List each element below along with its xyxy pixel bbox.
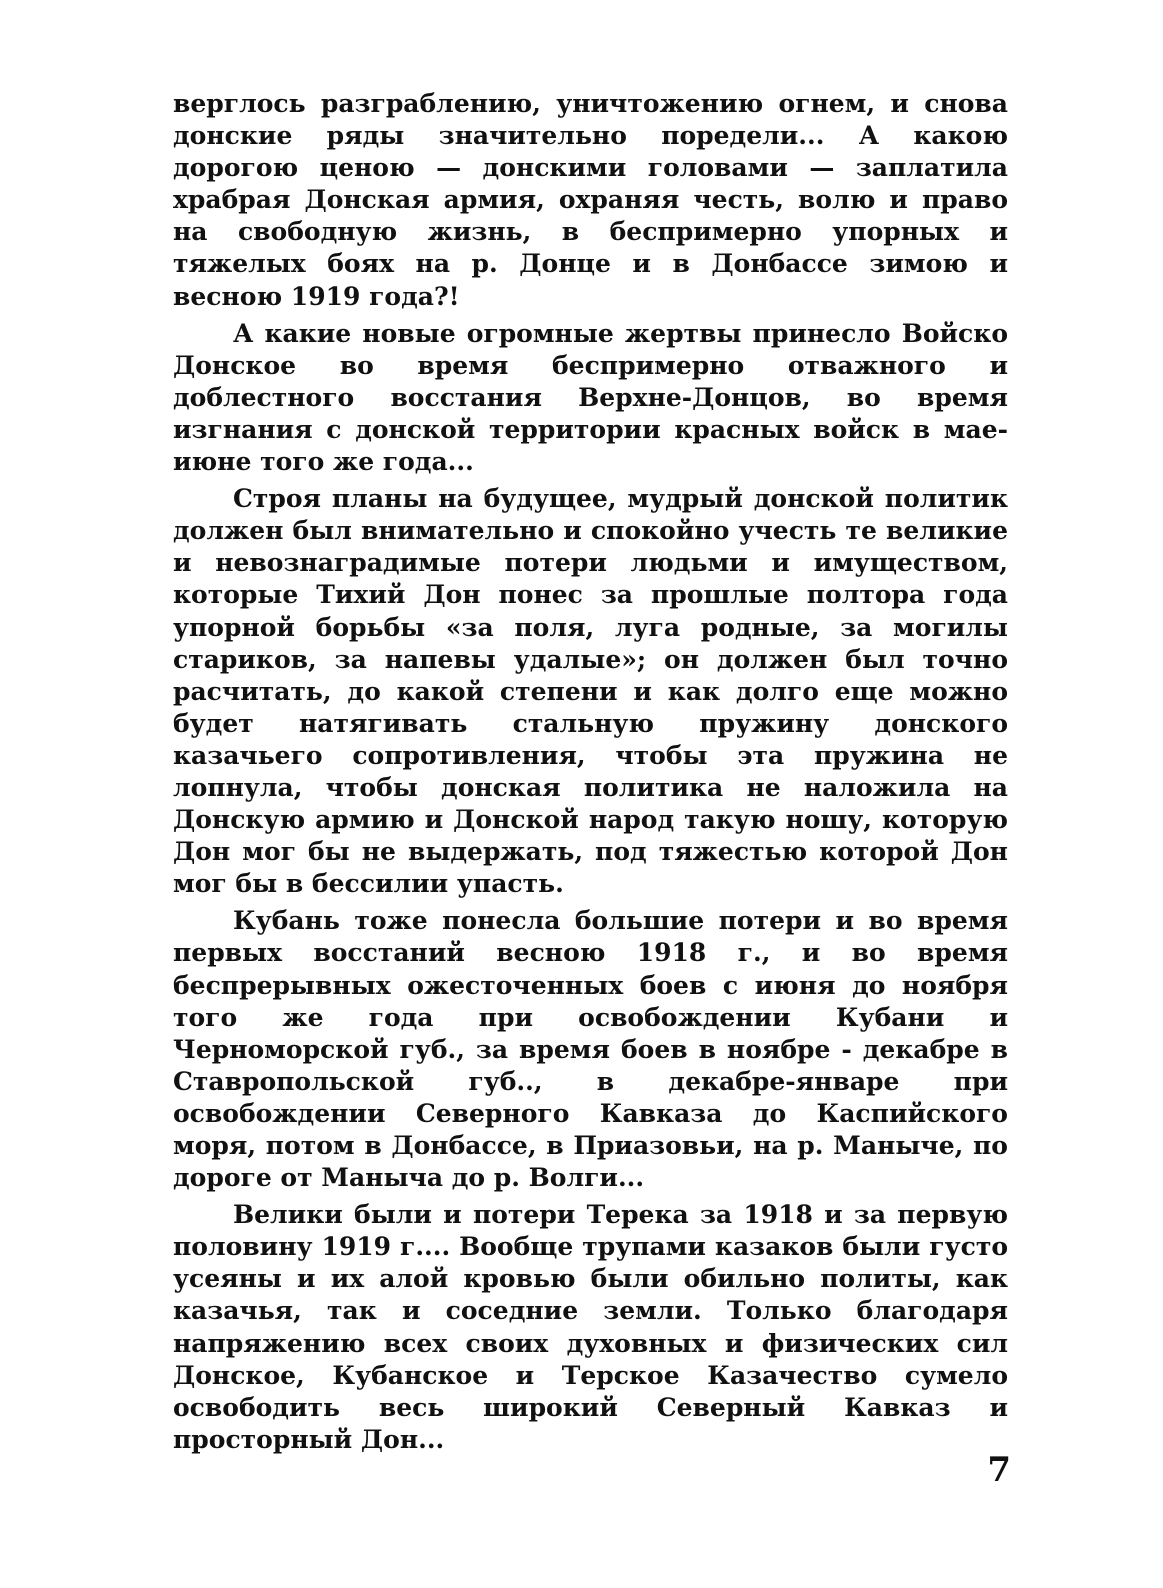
paragraph: Велики были и потери Терека за 1918 и за первую половину 1919 г.... Вообще трупами казаков были густо усеяны и их алой кровью были обильно политы, как казачья, так и соседние земли. Только благодаря напряжению всех своих духовных и физических сил Донское, Кубанское и Терское Казачество сумело освободить весь широкий Северный Кавказ и просторный Дон... — [173, 1200, 1008, 1454]
page-number: 7 — [987, 1450, 1011, 1490]
paragraph: Кубань тоже понесла большие потери и во время первых восстаний весною 1918 г., и во время беспрерывных ожесточенных боев с июня до ноября того же года при освобождении Кубани и Черноморской губ., за время боев в ноябре - декабре в Ставропольской губ.., в декабре-январе при освобождении Северного Кавказа до Каспийского моря, потом в Донбассе, в Приазовьи, на р. Маныче, по дороге от Маныча до р. Волги... — [173, 906, 1008, 1193]
paragraph: Строя планы на будущее, мудрый донской политик должен был внимательно и спокойно учесть те великие и невознаградимые потери людьми и имуществом, которые Тихий Дон понес за прошлые полтора года упорной борьбы «за поля, луга родные, за могилы стариков, за напевы удалые»; он должен был точно расчитать, до какой степени и как долго еще можно будет натягивать стальную пружину донского казачьего сопротивления, чтобы эта пружина не лопнула, чтобы донская политика не наложила на Донскую армию и Донской народ такую ношу, которую Дон мог бы не выдержать, под тяжестью которой Дон мог бы в бессилии упасть. — [173, 484, 1008, 899]
paragraph: верглось разграблению, уничтожению огнем, и снова донские ряды значительно поредели... А какою дорогою ценою — донскими головами — заплатила храбрая Донская армия, охраняя честь, волю и право на свободную жизнь, в беспримерно упорных и тяжелых боях на р. Донце и в Донбассе зимою и весною 1919 года?! — [173, 89, 1008, 311]
body-text — [173, 88, 1008, 1461]
paragraph: А какие новые огромные жертвы принесло Войско Донское во время беспримерно отважного и доблестного восстания Верхне-Донцов, во время изгнания с донской территории красных войск в мае-июне того же года... — [173, 318, 1008, 477]
